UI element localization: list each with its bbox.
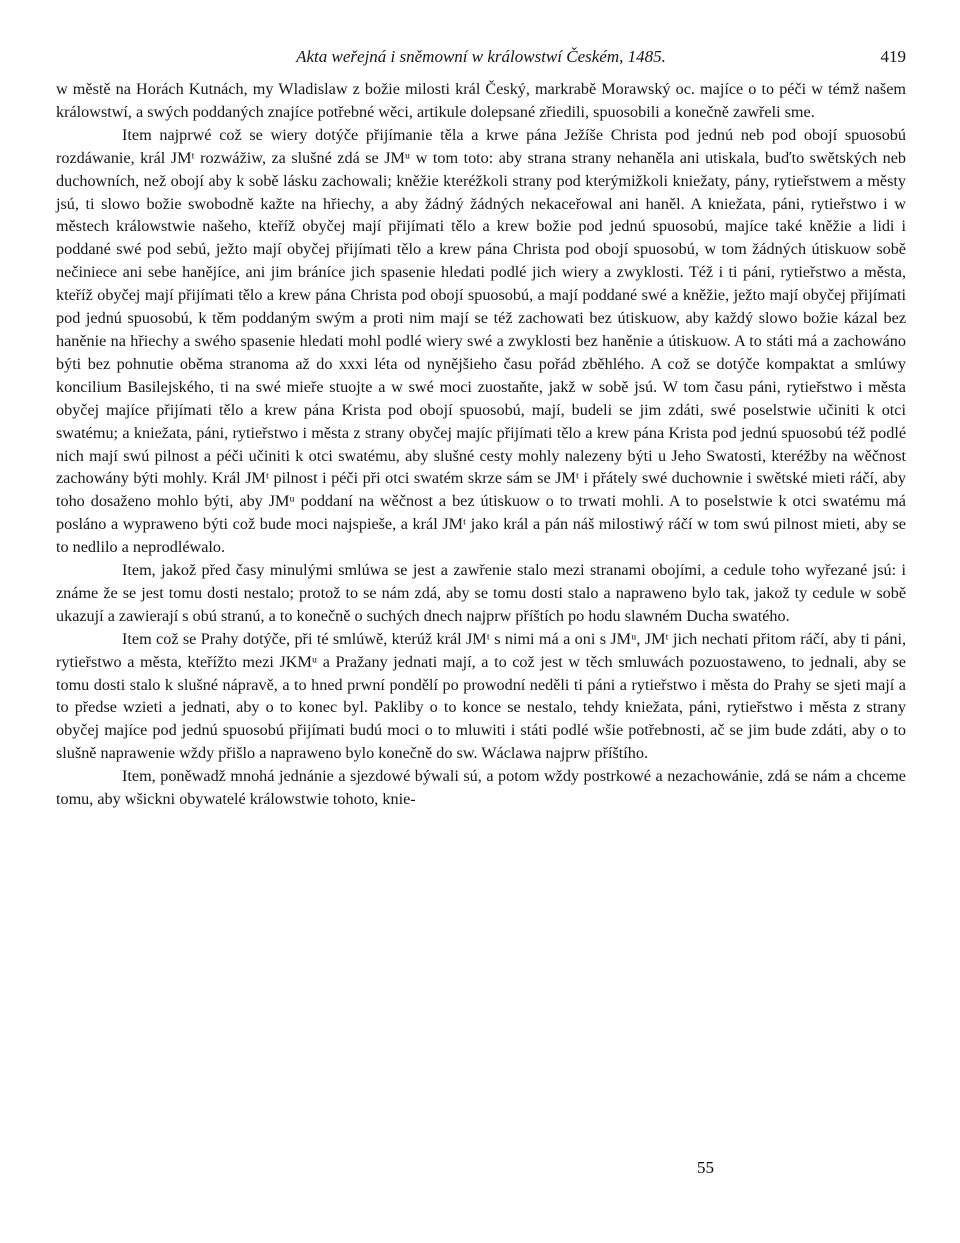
paragraph-continuation: w městě na Horách Kutnách, my Wladislaw z božie milosti král Český, markrabě Morawský oc. majíce o to péči w témž našem králowstwí, a swých poddaných znajíce potřebné wěci, artikule dolepsané zřiedili, spuosobili a konečně zawřeli sme.: [56, 80, 906, 121]
page-number: 419: [880, 47, 906, 66]
document-page: [56, 40, 906, 811]
printer-signature-mark: 55: [697, 1158, 714, 1177]
paragraph-item-faith: Item najprwé což se wiery dotýče přijímanie těla a krwe pána Ježíše Christa pod jednú neb pod obojí spuosobú rozdáwanie, král JMᵗ rozwážiw, za slušné zdá se JMᵘ w tom toto: aby strana strany nehaněla ani utiskala, buďto swětských neb duchowních, než obojí aby k sobě lásku zachowali; kněžie kteréžkoli strany pod kterýmižkoli kniežaty, pány, rytieřstwem a městy jsú, ti slowo božie swobodně kažte na hřiechy, a aby žádný žádných nekaceřowal ani haněl. A kniežata, páni, rytieřstwo i w městech králowstwie našeho, kteříž obyčej mají přijímati tělo a krew božie pod jednú spuosobú, majíce také kněžie a lidi i poddané swé pod sebú, ježto mají obyčej přijímati tělo a krew pána Christa pod obojí spuosobú, w tom žádných útiskuow sobě nečiniece ani sebe hanějíce, ani jim bráníce jich spasenie hledati podlé jich wiery a zwyklosti. Též i ti páni, rytieřstwo a města, kteříž obyčej mají přijímati tělo a krew pána Christa pod obojí spuosobú, a mají poddané swé a kněžie, ježto mají obyčej přijímati pod jednú spuosobú, k těm poddaným swým a proti nim mají se též zachowati bez útiskuow, aby každý slowo božie kázal bez haněnie na hřiechy a swého spasenie hledati mohl podlé wiery swé a zwyklosti bez haněnie a útiskuow. A to státi má a zachowáno býti bez pohnutie oběma stranoma až do xxxi léta od nynějšieho času pořád zběhlého. A což se dotýče kompaktat a smlúwy koncilium Basilejského, ti na swé mieře stuojte a w swé moci zuostaňte, jakž w sobě jsú. W tom času páni, rytieřstwo i města obyčej majíce přijímati tělo a krew pána Krista pod obojí spuosobú, mají, budeli se jim zdáti, swé poselstwie učiniti k otci swatému; a kniežata, páni, rytieřstwo i města z strany obyčej majíc přijímati tělo a krew pána Krista pod jednú spuosobú též podlé nich mají swú pilnost a péči učiniti k otci swatému, aby slušné cesty mohly nalezeny býti u Jeho Swatosti, kteréžby na wěčnost zachowány býti mohly. Král JMᵗ pilnost i péči při otci swatém skrze sám se JMᵗ i přátely swé duchownie i swětské mieti ráčí, aby toho dosaženo mohlo býti, aby JMᵘ poddaní na wěčnost a bez útiskuow o to trwati mohli. A to poselstwie k otci swatému má posláno a wypraweno býti což bude moci najspieše, a král JMᵗ jako král a pán náš milostiwý ráčí w tom swú pilnost mieti, aby se to nedlilo a neprodléwalo.: [56, 125, 906, 557]
paragraph-item-treaty: Item, jakož před časy minulými smlúwa se jest a zawřenie stalo mezi stranami obojími, a cedule toho wyřezané jsú: i známe že se jest tomu dosti nestalo; protož to se nám zdá, aby se tomu dosti stalo a napraweno bylo tak, jakož ty cedule w sobě ukazují a zawierají s obú stranú, a to konečně o suchých dnech najprw příštích po hodu slawném Ducha swatého.: [56, 561, 906, 625]
running-header: [56, 40, 906, 78]
paragraph-item-prague: Item což se Prahy dotýče, při té smlúwě, kterúž král JMᵗ s nimi má a oni s JMᵘ, JMᵗ jich nechati přitom ráčí, aby ti páni, rytieřstwo a města, kteřížto mezi JKMᵘ a Pražany jednati mají, a to což jest w těch smluwách pozuostaweno, to jednali, aby se tomu dosti stalo k slušné nápravě, a to hned prwní pondělí po prowodní neděli ti páni a rytieřstwo i města do Prahy se sjeti mají a to předse wzieti a jednati, aby o to konec byl. Pakliby o to konce se nestalo, tehdy kniežata, páni, rytieřstwo i města z strany obyčej majíce pod jednú spuosobú přijímati budú moci o to mluwiti i státi podlé wšie potřebnosti, ač se jim bude zdáti, aby o to slušně naprawenie wždy přišlo a napraweno bylo konečně do sw. Wáclawa najprw příštího.: [56, 629, 906, 763]
paragraph-item-assemblies: Item, poněwadž mnohá jednánie a sjezdowé býwali sú, a potom wždy postrkowé a nezachowánie, zdá se nám a chceme tomu, aby wšickni obywatelé králowstwie tohoto, knie-: [56, 767, 906, 809]
body-text: [56, 78, 906, 811]
header-title: Akta weřejná i sněmowní w králowstwí Českém, 1485.: [296, 47, 666, 66]
